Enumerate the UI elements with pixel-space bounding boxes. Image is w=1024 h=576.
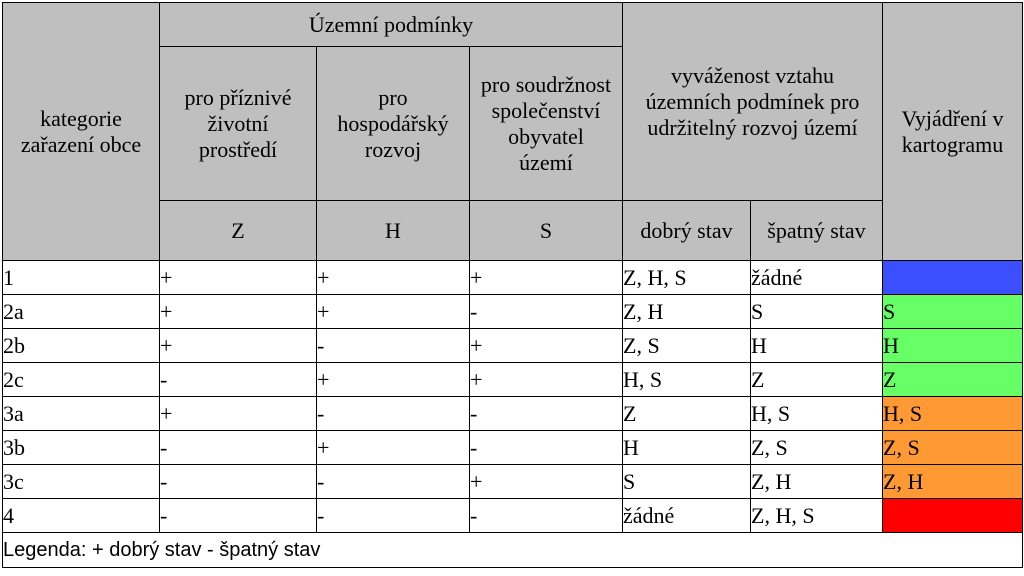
cell-good-state: Z, H [623, 295, 751, 329]
cell-bad-state: žádné [751, 261, 883, 295]
cell-z: - [160, 499, 317, 533]
cell-category: 2b [3, 329, 160, 363]
table-header [3, 3, 1023, 261]
table-row [3, 397, 1023, 431]
cell-map-color [883, 261, 1023, 295]
cell-h: + [317, 261, 470, 295]
cell-s: - [470, 499, 623, 533]
cell-z: + [160, 295, 317, 329]
cell-h: - [317, 397, 470, 431]
cell-s: + [470, 363, 623, 397]
header-economic: pro hospodářský rozvoj [317, 47, 470, 201]
legend-text: Legenda: + dobrý stav - špatný stav [3, 533, 1023, 568]
cell-category: 4 [3, 499, 160, 533]
header-territorial-conditions: Územní podmínky [160, 3, 623, 47]
cell-z: - [160, 363, 317, 397]
table-row [3, 499, 1023, 533]
cell-map-color [883, 499, 1023, 533]
header-social: pro soudržnost společenství obyvatel území [470, 47, 623, 201]
header-code-h: H [317, 201, 470, 261]
cell-category: 3b [3, 431, 160, 465]
cell-bad-state: Z, H [751, 465, 883, 499]
cell-h: - [317, 329, 470, 363]
cell-s: + [470, 261, 623, 295]
classification-table [2, 2, 1023, 568]
cell-map-color: Z, S [883, 431, 1023, 465]
cell-good-state: H [623, 431, 751, 465]
cell-map-color: H, S [883, 397, 1023, 431]
cell-h: - [317, 465, 470, 499]
cell-bad-state: S [751, 295, 883, 329]
header-code-s: S [470, 201, 623, 261]
cell-map-color: H [883, 329, 1023, 363]
cell-map-color: S [883, 295, 1023, 329]
cell-bad-state: Z [751, 363, 883, 397]
table-row [3, 431, 1023, 465]
cell-category: 3a [3, 397, 160, 431]
cell-good-state: S [623, 465, 751, 499]
table-row [3, 363, 1023, 397]
header-good-state: dobrý stav [623, 201, 751, 261]
cell-z: + [160, 397, 317, 431]
cell-z: + [160, 261, 317, 295]
legend-row [3, 533, 1023, 568]
cell-z: + [160, 329, 317, 363]
cell-good-state: Z [623, 397, 751, 431]
header-map-expression: Vyjádření v kartogramu [883, 3, 1023, 261]
cell-s: - [470, 431, 623, 465]
cell-good-state: H, S [623, 363, 751, 397]
cell-s: + [470, 329, 623, 363]
cell-category: 1 [3, 261, 160, 295]
cell-s: + [470, 465, 623, 499]
cell-bad-state: Z, H, S [751, 499, 883, 533]
cell-h: + [317, 431, 470, 465]
cell-z: - [160, 431, 317, 465]
cell-good-state: žádné [623, 499, 751, 533]
header-code-z: Z [160, 201, 317, 261]
cell-h: + [317, 363, 470, 397]
cell-h: - [317, 499, 470, 533]
header-bad-state: špatný stav [751, 201, 883, 261]
table-row [3, 465, 1023, 499]
cell-map-color: Z, H [883, 465, 1023, 499]
header-environment: pro příznivé životní prostředí [160, 47, 317, 201]
cell-h: + [317, 295, 470, 329]
table-row [3, 295, 1023, 329]
header-balance: vyváženost vztahu územních podmínek pro udržitelný rozvoj území [623, 3, 883, 201]
cell-bad-state: H [751, 329, 883, 363]
cell-good-state: Z, S [623, 329, 751, 363]
table-row [3, 261, 1023, 295]
cell-bad-state: H, S [751, 397, 883, 431]
table-body [3, 261, 1023, 568]
cell-good-state: Z, H, S [623, 261, 751, 295]
cell-category: 2c [3, 363, 160, 397]
cell-s: - [470, 295, 623, 329]
header-category: kategorie zařazení obce [3, 3, 160, 261]
cell-map-color: Z [883, 363, 1023, 397]
table-row [3, 329, 1023, 363]
cell-s: - [470, 397, 623, 431]
cell-z: - [160, 465, 317, 499]
cell-category: 2a [3, 295, 160, 329]
cell-category: 3c [3, 465, 160, 499]
cell-bad-state: Z, S [751, 431, 883, 465]
